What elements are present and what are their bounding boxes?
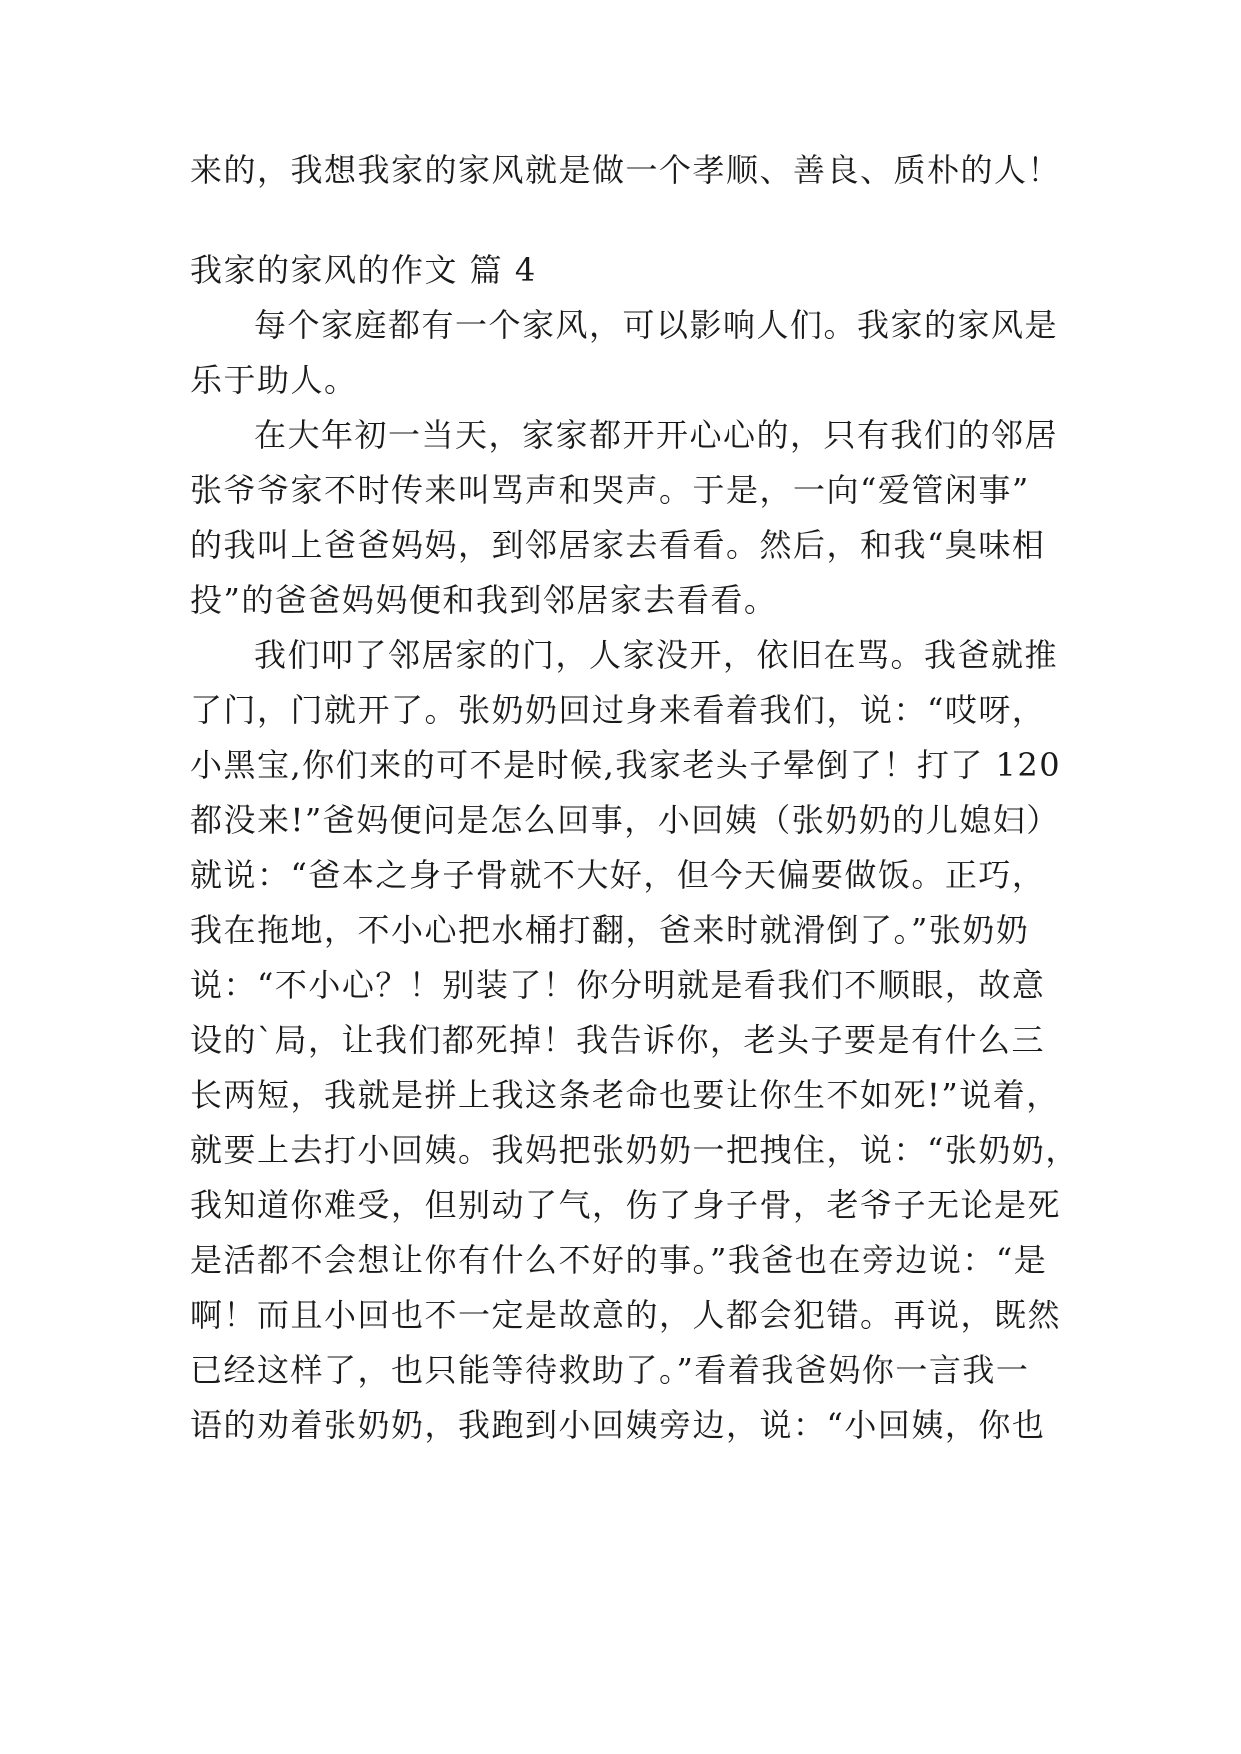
paragraph-line: 就说：“爸本之身子骨就不大好，但今天偏要做饭。正巧， [190, 856, 1046, 894]
paragraph-line: 啊！而且小回也不一定是故意的，人都会犯错。再说，既然 [190, 1296, 1062, 1334]
paragraph-line: 来的，我想我家的家风就是做一个孝顺、善良、质朴的人！ [190, 151, 1062, 189]
section-heading: 我家的家风的作文 篇 4 [190, 251, 537, 289]
paragraph-line: 小黑宝,你们来的可不是时候,我家老头子晕倒了！打了 120 [190, 746, 1062, 784]
paragraph-line: 投”的爸爸妈妈便和我到邻居家去看看。 [190, 581, 778, 619]
paragraph-line: 是活都不会想让你有什么不好的事。”我爸也在旁边说：“是 [190, 1241, 1048, 1279]
paragraph-line: 我知道你难受，但别动了气，伤了身子骨，老爷子无论是死 [190, 1186, 1062, 1224]
paragraph-line: 了门，门就开了。张奶奶回过身来看着我们，说：“哎呀， [190, 691, 1046, 729]
paragraph-line: 已经这样了，也只能等待救助了。”看着我爸妈你一言我一 [190, 1351, 1030, 1389]
paragraph-line: 长两短，我就是拼上我这条老命也要让你生不如死!”说着， [190, 1076, 1060, 1114]
paragraph-line: 都没来!”爸妈便问是怎么回事，小回姨（张奶奶的儿媳妇） [190, 801, 1060, 839]
paragraph-line: 就要上去打小回姨。我妈把张奶奶一把拽住，说：“张奶奶， [190, 1131, 1079, 1169]
paragraph-line: 每个家庭都有一个家风，可以影响人们。我家的家风是 [254, 306, 1059, 344]
paragraph-line: 的我叫上爸爸妈妈，到邻居家去看看。然后，和我“臭味相 [190, 526, 1046, 564]
paragraph-line: 我在拖地，不小心把水桶打翻，爸来时就滑倒了。”张奶奶 [190, 911, 1030, 949]
paragraph-line: 语的劝着张奶奶，我跑到小回姨旁边，说：“小回姨，你也 [190, 1406, 1046, 1444]
paragraph-line: 设的`局，让我们都死掉！我告诉你，老头子要是有什么三 [190, 1021, 1046, 1059]
paragraph-line: 在大年初一当天，家家都开开心心的，只有我们的邻居 [254, 416, 1059, 454]
paragraph-line: 说：“不小心？！别装了！你分明就是看我们不顺眼，故意 [190, 966, 1046, 1004]
paragraph-line: 乐于助人。 [190, 361, 358, 399]
paragraph-line: 我们叩了邻居家的门，人家没开，依旧在骂。我爸就推 [254, 636, 1059, 674]
paragraph-line: 张爷爷家不时传来叫骂声和哭声。于是，一向“爱管闲事” [190, 471, 1030, 509]
